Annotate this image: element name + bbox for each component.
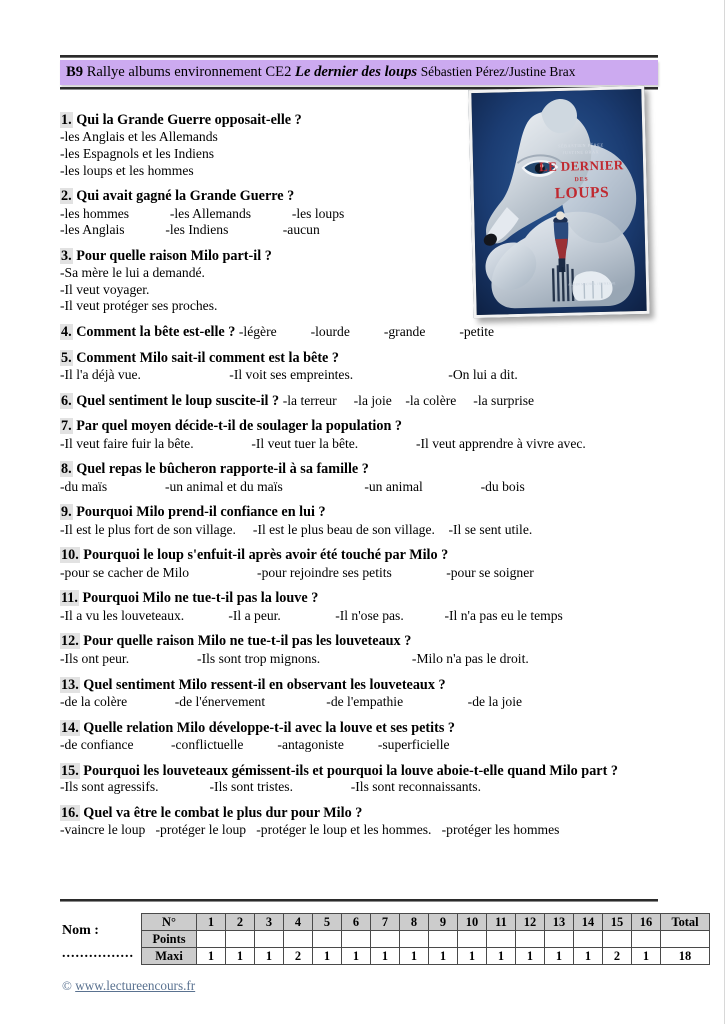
answer-options <box>60 129 660 179</box>
question-prompt: Comment la bête est-elle ? <box>76 324 236 341</box>
answer-option-line[interactable]: -les Anglais -les Indiens -aucun <box>60 222 320 238</box>
question-text <box>60 418 660 434</box>
header-title-bar <box>60 60 658 85</box>
header <box>60 55 658 90</box>
score-table-maxi-cell: 1 <box>487 948 516 965</box>
score-table-points-cell[interactable] <box>313 931 342 948</box>
score-table-points-cell[interactable] <box>516 931 545 948</box>
question-number: 4. <box>61 324 72 341</box>
answer-option-line[interactable]: -Il veut protéger ses proches. <box>60 298 218 314</box>
answer-option-line[interactable]: -les hommes -les Allemands -les loups <box>60 205 345 221</box>
score-table-row-label: N° <box>142 914 197 931</box>
score-table-question-number: 14 <box>574 914 603 931</box>
question-prompt: Quel sentiment Milo ressent-il en observant les louveteaux ? <box>83 676 446 693</box>
score-table-points-cell[interactable] <box>226 931 255 948</box>
score-table-maxi-cell: 1 <box>574 948 603 965</box>
question-number: 11. <box>61 590 78 607</box>
score-table-maxi-cell: 1 <box>342 948 371 965</box>
question-prompt: Qui la Grande Guerre opposait-elle ? <box>76 112 302 128</box>
worksheet-code: B9 <box>66 64 84 80</box>
question-text <box>60 504 660 520</box>
cover-title-line-2: DES <box>574 176 589 184</box>
score-table-row-label: Maxi <box>142 948 197 965</box>
answer-option-line[interactable]: -de la colère -de l'énervement -de l'empathie -de la joie <box>60 693 523 709</box>
score-table-maxi-cell: 1 <box>197 948 226 965</box>
question-text <box>60 677 660 693</box>
nom-dots: ................ <box>62 946 134 961</box>
questions-list <box>60 112 660 848</box>
question-block <box>60 805 660 839</box>
question-block <box>60 763 660 796</box>
question-number: 13. <box>61 676 79 693</box>
question-text <box>60 112 660 128</box>
answer-options-trailing[interactable]: -Ils sont agressifs. -Ils sont tristes. -Ils sont reconnaissants. <box>60 779 481 795</box>
question-text <box>60 248 660 264</box>
score-table-maxi-total-cell: 18 <box>661 948 710 965</box>
score-table-points-cell[interactable] <box>458 931 487 948</box>
score-table-points-cell[interactable] <box>603 931 632 948</box>
score-table-points-cell[interactable] <box>342 931 371 948</box>
question-text <box>60 324 660 341</box>
question-text <box>60 590 660 606</box>
cover-publisher: ALBIN MICHEL JEUNESSE <box>567 281 616 287</box>
question-text <box>60 720 660 736</box>
question-text <box>60 461 660 477</box>
score-table-maxi-cell: 1 <box>516 948 545 965</box>
score-table-points-cell[interactable] <box>400 931 429 948</box>
score-table-maxi-cell: 1 <box>429 948 458 965</box>
score-table-question-number: 4 <box>284 914 313 931</box>
score-table-question-number: 6 <box>342 914 371 931</box>
question-number: 5. <box>61 349 72 366</box>
question-block <box>60 248 660 315</box>
answer-options <box>60 522 660 539</box>
question-text <box>60 633 660 649</box>
question-prompt: Comment Milo sait-il comment est la bête ? <box>76 349 339 366</box>
answer-option-line[interactable]: -Il veut voyager. <box>60 281 150 297</box>
answer-options <box>60 694 660 711</box>
score-table-maxi-cell: 1 <box>371 948 400 965</box>
question-prompt: Par quel moyen décide-t-il de soulager la population ? <box>76 418 402 435</box>
score-table-row-label: Points <box>142 931 197 948</box>
footer <box>62 978 195 994</box>
answer-options <box>60 436 660 453</box>
answer-option-line[interactable]: -Il a vu les louveteaux. -Il a peur. -Il n'ose pas. -Il n'a pas eu le temps <box>60 607 563 623</box>
score-table-points-row <box>142 931 710 948</box>
question-prompt: Pour quelle raison Milo part-il ? <box>76 247 272 264</box>
book-authors: Sébastien Pérez/Justine Brax <box>420 64 576 79</box>
book-title: Le dernier des loups <box>295 64 418 80</box>
question-prompt: Pourquoi Milo prend-il confiance en lui ? <box>76 504 326 521</box>
question-block <box>60 720 660 754</box>
question-number: 15. <box>61 762 79 779</box>
score-table-maxi-cell: 1 <box>458 948 487 965</box>
answer-option-line[interactable]: -pour se cacher de Milo -pour rejoindre ses petits -pour se soigner <box>60 564 534 580</box>
question-number: 16. <box>61 804 79 821</box>
answer-option-line[interactable]: -les Anglais et les Allemands <box>60 129 218 145</box>
score-table-points-cell[interactable] <box>632 931 661 948</box>
worksheet-series: Rallye albums environnement CE2 <box>86 64 292 80</box>
answer-option-line[interactable]: -Ils ont peur. -Ils sont trop mignons. -Milo n'a pas le droit. <box>60 650 529 666</box>
answer-option-line[interactable]: -vaincre le loup -protéger le loup -protéger le loup et les hommes. -protéger les hommes <box>60 822 560 838</box>
question-text <box>60 547 660 563</box>
score-table-points-total-cell[interactable] <box>661 931 710 948</box>
cover-author-line-1: SÉBASTIEN PÉREZ <box>557 142 604 149</box>
score-table-question-number: 2 <box>226 914 255 931</box>
answer-options <box>60 651 660 668</box>
question-number: 7. <box>61 418 72 435</box>
answer-option-line[interactable]: -les loups et les hommes <box>60 162 194 178</box>
question-prompt: Quel sentiment le loup suscite-il ? <box>76 392 280 409</box>
answer-option-line[interactable]: -Il l'a déjà vue. -Il voit ses empreintes. -On lui a dit. <box>60 367 518 383</box>
question-number: 8. <box>61 461 72 478</box>
score-table-body <box>142 914 710 965</box>
answer-options <box>60 822 660 839</box>
answer-option-line[interactable]: -Il veut faire fuir la bête. -Il veut tuer la bête. -Il veut apprendre à vivre avec. <box>60 435 586 451</box>
question-prompt: Quelle relation Milo développe-t-il avec la louve et ses petits ? <box>83 719 455 736</box>
footer-rule <box>60 899 658 902</box>
answer-options <box>60 367 660 384</box>
answer-options <box>60 206 660 239</box>
question-block <box>60 504 660 538</box>
score-table-question-number: 11 <box>487 914 516 931</box>
question-text <box>60 350 660 366</box>
score-table-question-number: 9 <box>429 914 458 931</box>
score-table-question-number: 13 <box>545 914 574 931</box>
score-table-maxi-cell: 2 <box>284 948 313 965</box>
score-table-points-cell[interactable] <box>429 931 458 948</box>
score-table-points-cell[interactable] <box>197 931 226 948</box>
answer-options <box>60 565 660 582</box>
question-number: 12. <box>61 633 79 650</box>
score-table-points-cell[interactable] <box>255 931 284 948</box>
question-number: 2. <box>61 188 72 205</box>
question-block <box>60 547 660 581</box>
score-table-question-number: 10 <box>458 914 487 931</box>
question-number: 3. <box>61 247 72 264</box>
score-table-points-cell[interactable] <box>487 931 516 948</box>
question-text <box>60 763 660 796</box>
score-table-maxi-cell: 1 <box>400 948 429 965</box>
score-table-maxi-cell: 1 <box>632 948 661 965</box>
score-table-points-cell[interactable] <box>284 931 313 948</box>
question-block <box>60 677 660 711</box>
question-prompt: Pourquoi les louveteaux gémissent-ils et pourquoi la louve aboie-t-elle quand Milo part ? <box>83 762 618 779</box>
question-block <box>60 590 660 624</box>
score-table-question-number: 12 <box>516 914 545 931</box>
question-block <box>60 461 660 495</box>
answer-options <box>60 479 660 496</box>
score-table-maxi-cell: 2 <box>603 948 632 965</box>
answer-options <box>60 608 660 625</box>
score-table-maxi-cell: 1 <box>545 948 574 965</box>
question-number: 9. <box>61 504 72 521</box>
score-table-maxi-cell: 1 <box>313 948 342 965</box>
question-block <box>60 188 660 239</box>
question-block <box>60 393 660 410</box>
question-prompt: Quel va être le combat le plus dur pour Milo ? <box>83 804 363 821</box>
question-number: 6. <box>61 392 72 409</box>
answer-option-line[interactable]: -Sa mère le lui a demandé. <box>60 265 205 281</box>
cover-title-line-1: LE DERNIER <box>538 157 624 175</box>
question-block <box>60 350 660 384</box>
score-table-question-number: 8 <box>400 914 429 931</box>
nom-label: Nom : <box>62 923 99 938</box>
question-text <box>60 805 660 821</box>
website-link[interactable]: www.lectureencours.fr <box>75 978 196 993</box>
cover-author-line-2: JUSTINE BRAX <box>562 149 600 156</box>
answer-option-line[interactable]: -les Espagnols et les Indiens <box>60 146 215 162</box>
score-table-points-cell[interactable] <box>574 931 603 948</box>
question-text <box>60 393 660 410</box>
question-text <box>60 188 660 204</box>
score-table-question-number: 5 <box>313 914 342 931</box>
question-prompt: Pourquoi le loup s'enfuit-il après avoir été touché par Milo ? <box>83 547 449 564</box>
question-number: 14. <box>61 719 79 736</box>
question-prompt: Quel repas le bûcheron rapporte-il à sa famille ? <box>76 461 369 478</box>
score-table-maxi-cell: 1 <box>226 948 255 965</box>
question-block <box>60 112 660 179</box>
question-block <box>60 633 660 667</box>
answer-options <box>60 737 660 754</box>
score-table-total-header: Total <box>661 914 710 931</box>
header-rule-top <box>60 55 658 58</box>
score-table-question-number: 7 <box>371 914 400 931</box>
question-block <box>60 418 660 452</box>
score-table-question-number: 15 <box>603 914 632 931</box>
cover-title-line-3: LOUPS <box>554 183 610 203</box>
copyright-icon: © <box>62 978 72 993</box>
answer-options-inline[interactable]: -légère -lourde -grande -petite <box>238 324 495 340</box>
answer-options <box>60 265 660 315</box>
answer-option-line[interactable]: -du maïs -un animal et du maïs -un animal -du bois <box>60 478 525 494</box>
question-number: 10. <box>61 547 79 564</box>
question-prompt: Qui avait gagné la Grande Guerre ? <box>76 188 295 205</box>
score-table-maxi-row <box>142 948 710 965</box>
answer-option-line[interactable]: -de confiance -conflictuelle -antagoniste -superficielle <box>60 737 450 753</box>
question-prompt: Pourquoi Milo ne tue-t-il pas la louve ? <box>82 590 319 607</box>
score-table-question-number: 1 <box>197 914 226 931</box>
question-block <box>60 324 660 341</box>
question-number: 1. <box>61 112 72 128</box>
answer-options-inline[interactable]: -la terreur -la joie -la colère -la surprise <box>282 392 535 408</box>
question-prompt: Pour quelle raison Milo ne tue-t-il pas les louveteaux ? <box>83 633 412 650</box>
score-table-maxi-cell: 1 <box>255 948 284 965</box>
score-table-header-row <box>142 914 710 931</box>
score-table-points-cell[interactable] <box>371 931 400 948</box>
answer-option-line[interactable]: -Il est le plus fort de son village. -Il est le plus beau de son village. -Il se sent utile. <box>60 521 533 537</box>
score-table <box>141 913 710 965</box>
score-table-points-cell[interactable] <box>545 931 574 948</box>
name-field-label <box>62 920 134 964</box>
score-table-question-number: 3 <box>255 914 284 931</box>
score-table-question-number: 16 <box>632 914 661 931</box>
